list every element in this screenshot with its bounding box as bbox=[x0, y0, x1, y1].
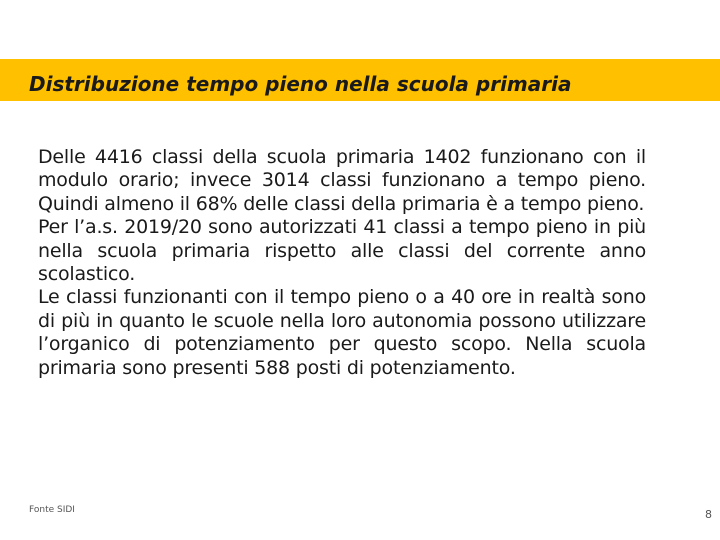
paragraph-potenziamento: Le classi funzionanti con il tempo pieno o a 40 ore in realtà sono di più in quanto le scuole nella loro autonomia possono utilizzare l’organico di potenziamento per questo scopo. Nella scuola primaria sono presenti 588 posti di potenziamento. bbox=[38, 286, 646, 379]
body-text bbox=[38, 146, 646, 380]
paragraph-classes-summary: Delle 4416 classi della scuola primaria 1402 funzionano con il modulo orario; invece 3014 classi funzionano a tempo pieno. Quindi almeno il 68% delle classi della primaria è a tempo pieno. bbox=[38, 146, 646, 215]
slide-title: Distribuzione tempo pieno nella scuola primaria bbox=[29, 72, 572, 96]
source-note: Fonte SIDI bbox=[29, 505, 75, 515]
paragraph-authorized-classes: Per l’a.s. 2019/20 sono autorizzati 41 classi a tempo pieno in più nella scuola primaria rispetto alle classi del corrente anno scolastico. bbox=[38, 216, 646, 286]
page-number: 8 bbox=[705, 508, 712, 521]
